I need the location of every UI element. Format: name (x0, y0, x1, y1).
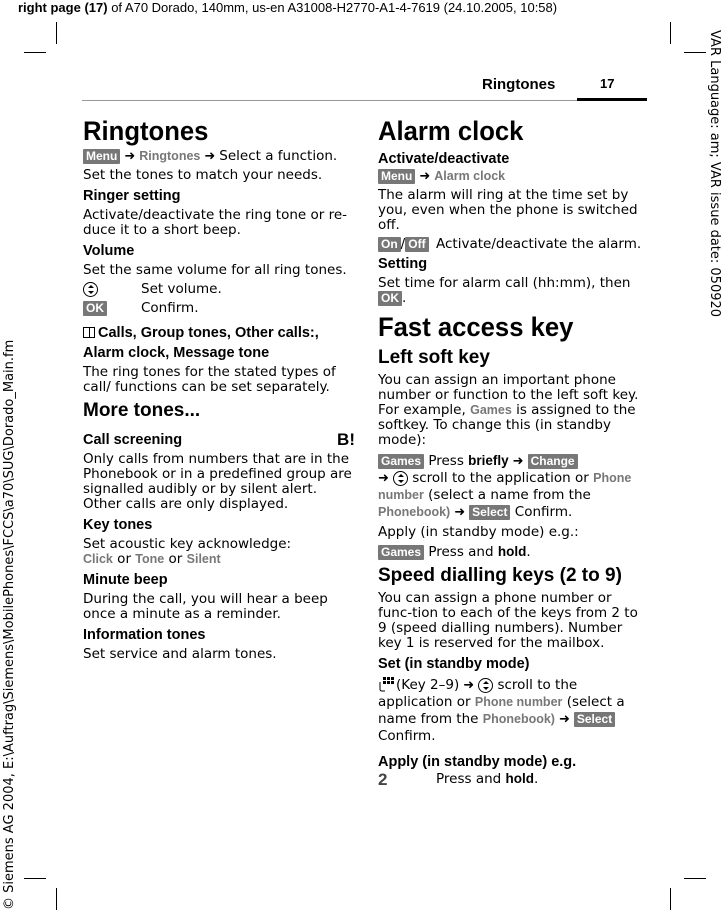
body-text: Activate/deactivate the ring tone or re-duce it to a short beep. (83, 207, 348, 238)
body-text: Set service and alarm tones. (83, 645, 277, 662)
arrow-right-icon: ➜ (463, 678, 475, 693)
nav-key-icon (393, 471, 408, 486)
menu-softkey: Menu (378, 169, 415, 184)
instruction-row (83, 282, 355, 298)
arrow-right-icon: ➜ (378, 471, 389, 486)
instruction-text: Games Press and hold. (378, 544, 648, 560)
subheading: Information tones (83, 626, 206, 643)
instruction-text: (Key 2–9) ➜ scroll to the application or Phone number (select a name from the Phonebook) ➜ Select Confirm. (378, 677, 625, 744)
arrow-right-icon: ➜ (419, 169, 431, 184)
body-text: Only calls from numbers that are in the Phonebook or in a predefined group are signalled audibly or by silent alert. Other calls are only displayed. (83, 450, 352, 512)
arrow-right-icon: ➜ (204, 149, 216, 164)
menu-path-item: Alarm clock (434, 169, 506, 183)
crop-mark (684, 52, 706, 53)
body-text: You can assign a phone number or func-tion to each of the keys from 2 to 9 (speed dialling numbers). Number key 1 is reserved for the mailbox. (378, 590, 638, 651)
section-title: Alarm clock (378, 116, 524, 146)
select-softkey: Select (574, 712, 615, 727)
subheading: Apply (in standby mode) e.g. (378, 754, 577, 770)
body-text: You can assign an important phone number or function to the left soft key. For example, Games is assigned to the softkey. To change this (in standby mode): (378, 372, 639, 448)
running-header-title: Ringtones (482, 76, 556, 93)
section-title: Fast access key (378, 312, 574, 342)
subheading: Call screening B! (83, 429, 355, 449)
section-heading: Left soft key (378, 347, 490, 368)
crop-mark (56, 22, 57, 44)
instruction-text: Activate/deactivate the alarm. (436, 236, 642, 252)
body-text: Set the same volume for all ring tones. (83, 262, 347, 278)
crop-mark (684, 878, 706, 879)
page-number: 17 (600, 76, 615, 91)
instruction-text: Set volume. (141, 281, 222, 298)
instruction-row (83, 301, 355, 316)
subheading: Volume (83, 243, 135, 259)
ok-softkey: OK (83, 301, 107, 316)
arrow-right-icon: ➜ (558, 712, 570, 727)
crop-mark (24, 52, 46, 53)
ok-softkey: OK (378, 291, 402, 306)
side-note-left: © Siemens AG 2004, E:\Auftrag\Siemens\MobilePhones\FCCS\a70\SUG\Dorado_Main.fm (2, 339, 17, 910)
keypad-icon (378, 676, 394, 692)
body-text: The ring tones for the stated types of call/ functions can be set separately. (83, 363, 336, 395)
crop-mark (56, 888, 57, 910)
instruction-text: Confirm. (141, 299, 199, 316)
instruction-text: Games Press briefly ➜ Change ➜ scroll to the application or Phone number (select a name from the Phonebook) ➜ Select Confirm. (378, 453, 632, 520)
section-heading: Speed dialling keys (2 to 9) (378, 565, 622, 586)
body-text: During the call, you will hear a beep once a minute as a reminder. (83, 590, 328, 622)
section-title: Ringtones (83, 116, 209, 146)
body-text: Set acoustic key acknowledge: Click or Tone or Silent (83, 535, 292, 567)
subheading: Set (in standby mode) (378, 656, 530, 672)
subheading: Minute beep (83, 571, 168, 588)
digit-key: 2 (378, 769, 388, 789)
body-text: The alarm will ring at the time set by you, even when the phone is switched off. (378, 187, 638, 233)
games-softkey: Games (378, 454, 424, 469)
instruction-text: Press and hold. (436, 771, 539, 787)
nav-key-icon (83, 282, 98, 297)
menu-path-tail: Select a function. (219, 148, 338, 164)
on-softkey: On (378, 237, 401, 252)
menu-path (83, 149, 355, 164)
subheading: Alarm clock, Message tone (83, 344, 270, 361)
crop-mark (670, 888, 671, 910)
book-icon (83, 327, 95, 338)
premium-icon: B! (337, 429, 355, 449)
crop-mark (24, 878, 46, 879)
menu-path-item: Ringtones (139, 149, 201, 163)
subheading: Calls, Group tones, Other calls:, (83, 324, 355, 342)
body-text: Apply (in standby mode) e.g.: (378, 524, 579, 540)
select-softkey: Select (469, 505, 510, 520)
header-rule (82, 100, 577, 101)
print-slug: right page (17) of A70 Dorado, 140mm, us-en A31008-H2770-A1-4-7619 (24.10.2005, 10:58) (18, 0, 558, 15)
subheading: Key tones (83, 516, 153, 533)
games-softkey: Games (378, 545, 424, 560)
side-note-right: VAR Language: am; VAR issue date: 050920 (707, 30, 722, 318)
left-column (83, 114, 355, 666)
crop-mark (670, 22, 671, 44)
intro-text: Set the tones to match your needs. (83, 167, 323, 183)
menu-softkey: Menu (83, 149, 120, 164)
arrow-right-icon: ➜ (454, 505, 466, 520)
arrow-right-icon: ➜ (512, 454, 524, 469)
subheading: Activate/deactivate (378, 151, 510, 167)
body-text: Set time for alarm call (hh:mm), then OK . (378, 275, 631, 306)
menu-path (378, 169, 648, 184)
change-softkey: Change (528, 454, 578, 469)
instruction-row: On / Off Activate/deactivate the alarm. (378, 237, 648, 252)
subheading: Ringer setting (83, 188, 181, 204)
instruction-row (378, 771, 648, 787)
arrow-right-icon: ➜ (124, 149, 136, 164)
section-heading: More tones... (83, 399, 201, 421)
off-softkey: Off (405, 237, 428, 252)
subheading: Setting (378, 256, 428, 272)
nav-key-icon (478, 678, 493, 693)
header-rule-accent (577, 98, 647, 101)
right-column (378, 114, 648, 790)
